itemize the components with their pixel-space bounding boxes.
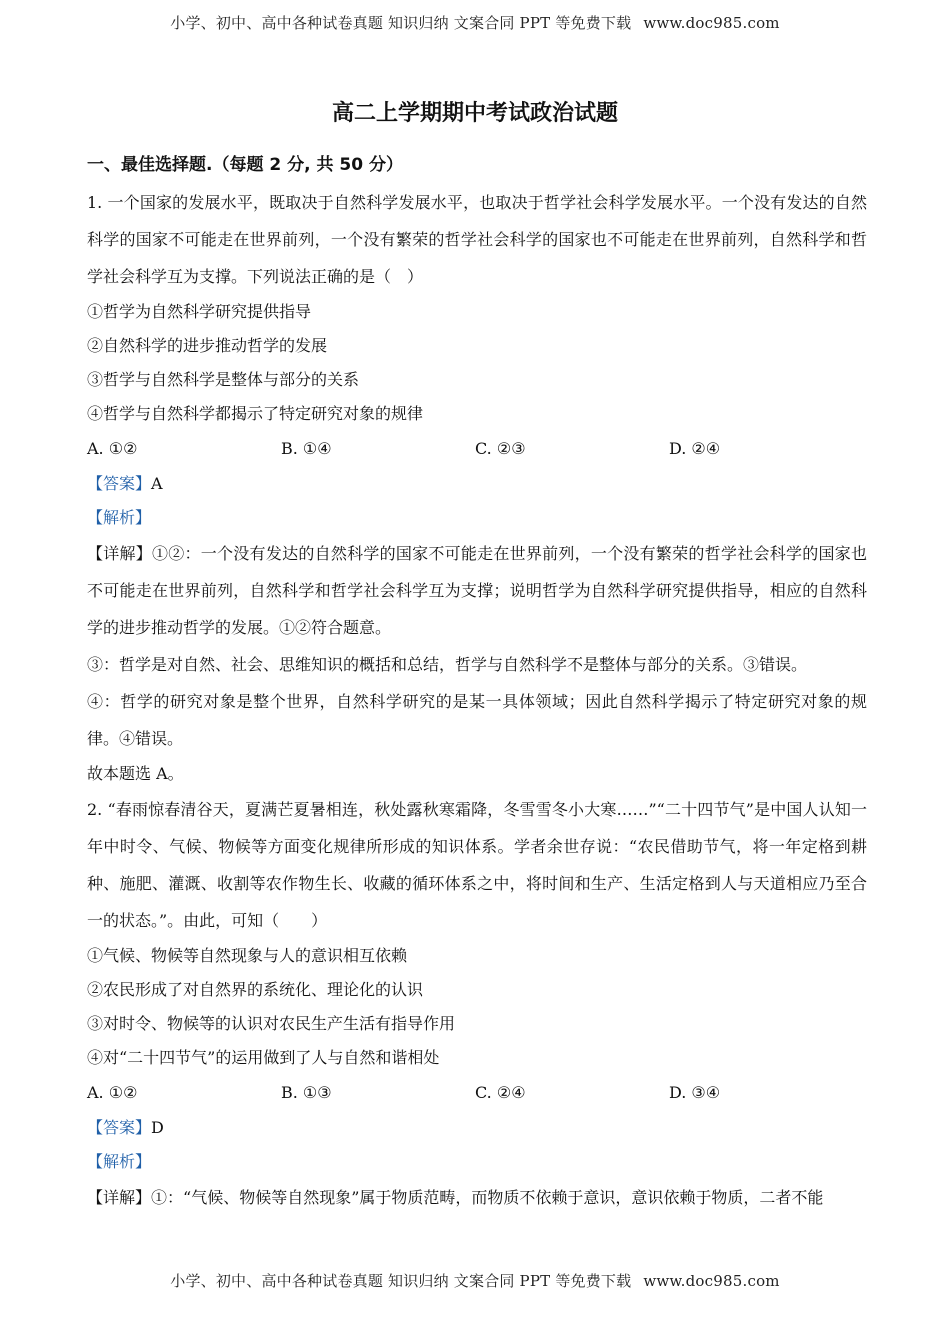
q2-option-b: B. ①③ xyxy=(281,1083,332,1102)
header-text: 小学、初中、高中各种试卷真题 知识归纳 文案合同 PPT 等免费下载 xyxy=(170,14,632,32)
q2-stem: 2. “春雨惊春清谷天，夏满芒夏暑相连，秋处露秋寒霜降，冬雪雪冬小大寒……”“二十四节气”是中国人认知一年中时令、气候、物候等方面变化规律所形成的知识体系。学者余世存说：“农民借助节气，将一年定格到耕种、施肥、灌溉、收割等农作物生长、收藏的循环体系之中，将时间和生产、生活定格到人与天道相应乃至合一的状态。”。由此，可知（ ） xyxy=(87,800,867,930)
q1-option-c: C. ②③ xyxy=(475,439,526,458)
q1-item: ③哲学与自然科学是整体与部分的关系 xyxy=(87,370,360,389)
q2-options xyxy=(87,1075,867,1111)
q1-option-b: B. ①④ xyxy=(281,439,332,458)
document-body xyxy=(87,150,867,1216)
q1-item: ①哲学为自然科学研究提供指导 xyxy=(87,302,312,321)
q1-analysis xyxy=(87,501,867,535)
footer-url[interactable]: www.doc985.com xyxy=(643,1272,780,1290)
analysis-label: 【解析】 xyxy=(87,508,152,527)
page-header xyxy=(0,12,950,33)
q1-answer xyxy=(87,467,867,501)
q2-option-d: D. ③④ xyxy=(669,1083,721,1102)
q1-answer-value: A xyxy=(151,474,163,493)
answer-label: 【答案】 xyxy=(87,474,152,493)
q2-answer xyxy=(87,1111,867,1145)
q1-detail xyxy=(87,535,867,646)
q2-item: ③对时令、物候等的认识对农民生产生活有指导作用 xyxy=(87,1014,456,1033)
page-title: 高二上学期期中考试政治试题 xyxy=(331,101,618,126)
q2-item: ④对“二十四节气”的运用做到了人与自然和谐相处 xyxy=(87,1048,440,1067)
answer-label: 【答案】 xyxy=(87,1118,152,1137)
q2-item: ①气候、物候等自然现象与人的意识相互依赖 xyxy=(87,946,408,965)
q2-answer-value: D xyxy=(151,1118,164,1137)
q1-detail-2: ③：哲学是对自然、社会、思维知识的概括和总结，哲学与自然科学不是整体与部分的关系。③错误。 xyxy=(87,655,808,674)
q1-options xyxy=(87,431,867,467)
q2-detail xyxy=(87,1179,867,1216)
q1-option-d: D. ②④ xyxy=(669,439,721,458)
q2-item: ②农民形成了对自然界的系统化、理论化的认识 xyxy=(87,980,424,999)
section-heading: 一、最佳选择题.（每题 2 分, 共 50 分） xyxy=(87,155,403,175)
q1-option-a: A. ①② xyxy=(87,439,138,458)
q1-item: ④哲学与自然科学都揭示了特定研究对象的规律 xyxy=(87,404,424,423)
footer-text: 小学、初中、高中各种试卷真题 知识归纳 文案合同 PPT 等免费下载 xyxy=(170,1272,632,1290)
q1-item: ②自然科学的进步推动哲学的发展 xyxy=(87,336,328,355)
analysis-label: 【解析】 xyxy=(87,1152,152,1171)
detail-label: 【详解】 xyxy=(87,1188,152,1207)
q2-analysis xyxy=(87,1145,867,1179)
detail-label: 【详解】 xyxy=(87,544,153,563)
q1-detail-text: ①②：一个没有发达的自然科学的国家不可能走在世界前列，一个没有繁荣的哲学社会科学的国家也不可能走在世界前列，自然科学和哲学社会科学互为支撑；说明哲学为自然科学研究提供指导，相应的自然科学的进步推动哲学的发展。①②符合题意。 xyxy=(87,544,867,637)
page-footer xyxy=(0,1270,950,1291)
q2-option-c: C. ②④ xyxy=(475,1083,526,1102)
q1-conclusion: 故本题选 A。 xyxy=(87,764,184,783)
q1-detail-3: ④：哲学的研究对象是整个世界，自然科学研究的是某一具体领域；因此自然科学揭示了特定研究对象的规律。④错误。 xyxy=(87,692,867,748)
header-url[interactable]: www.doc985.com xyxy=(643,14,780,32)
q2-option-a: A. ①② xyxy=(87,1083,138,1102)
q2-detail-text: ①：“气候、物候等自然现象”属于物质范畴，而物质不依赖于意识，意识依赖于物质，二者不能 xyxy=(151,1188,824,1207)
q1-stem: 1. 一个国家的发展水平，既取决于自然科学发展水平，也取决于哲学社会科学发展水平。一个没有发达的自然科学的国家不可能走在世界前列，一个没有繁荣的哲学社会科学的国家也不可能走在世界前列，自然科学和哲学社会科学互为支撑。下列说法正确的是（ ） xyxy=(87,193,867,286)
